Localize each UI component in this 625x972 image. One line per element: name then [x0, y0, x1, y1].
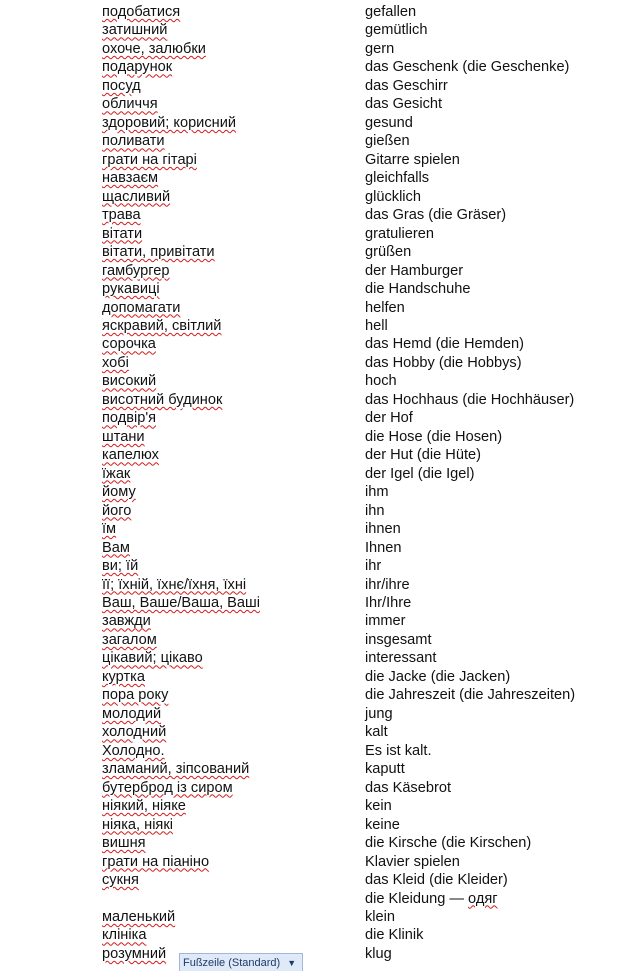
ukrainian-word: хобі — [102, 354, 129, 371]
ukrainian-word: грати на гітарі — [102, 151, 197, 168]
ukrainian-word: подарунок — [102, 59, 173, 76]
vocab-row — [0, 58, 625, 76]
german-word: der Hof — [365, 410, 413, 427]
vocab-row — [0, 539, 625, 557]
vocab-row — [0, 280, 625, 298]
vocab-row — [0, 188, 625, 206]
vocab-row — [0, 908, 625, 926]
ukrainian-word: розумний — [102, 945, 167, 962]
german-word: die Jahreszeit (die Jahreszeiten) — [365, 687, 576, 704]
german-word: die Hose (die Hosen) — [365, 428, 503, 445]
vocab-row — [0, 3, 625, 21]
german-word: gießen — [365, 133, 410, 150]
german-word: das Hobby (die Hobbys) — [365, 354, 522, 371]
german-word: die Klinik — [365, 927, 424, 944]
german-word: insgesamt — [365, 631, 432, 648]
vocab-row — [0, 151, 625, 169]
german-word: die Jacke (die Jacken) — [365, 668, 511, 685]
ukrainian-word: сорочка — [102, 336, 156, 353]
vocab-row — [0, 465, 625, 483]
vocab-row — [0, 557, 625, 575]
ukrainian-word: бутерброд із сиром — [102, 779, 233, 796]
ukrainian-word: обличчя — [102, 96, 158, 113]
ukrainian-word: їм — [102, 521, 117, 538]
vocab-row — [0, 21, 625, 39]
german-word: keine — [365, 816, 400, 833]
vocab-row — [0, 926, 625, 944]
ukrainian-word: грати на піаніно — [102, 853, 210, 870]
vocab-row — [0, 372, 625, 390]
german-word: helfen — [365, 299, 405, 316]
vocab-row — [0, 631, 625, 649]
vocab-row — [0, 95, 625, 113]
german-word: das Kleid (die Kleider) — [365, 872, 508, 889]
german-word: gemütlich — [365, 22, 428, 39]
dropdown-arrow-icon[interactable]: ▼ — [287, 958, 297, 968]
german-word: interessant — [365, 650, 437, 667]
vocab-row — [0, 576, 625, 594]
german-word: grüßen — [365, 244, 412, 261]
vocab-row — [0, 723, 625, 741]
ukrainian-word: вишня — [102, 835, 146, 852]
ukrainian-word: клініка — [102, 927, 147, 944]
german-word: glücklich — [365, 188, 421, 205]
ukrainian-word: вітати, привітати — [102, 244, 215, 261]
vocab-row — [0, 299, 625, 317]
vocab-row — [0, 890, 625, 908]
vocab-row — [0, 520, 625, 538]
german-word: immer — [365, 613, 406, 630]
ukrainian-word: маленький — [102, 908, 176, 925]
german-word: kalt — [365, 724, 388, 741]
german-word: gern — [365, 40, 395, 57]
vocab-row — [0, 114, 625, 132]
ukrainian-word: яскравий, світлий — [102, 317, 222, 334]
vocab-row — [0, 816, 625, 834]
ukrainian-word: цікавий; цікаво — [102, 650, 203, 667]
vocab-row — [0, 40, 625, 58]
german-word: die Kirsche (die Kirschen) — [365, 835, 532, 852]
vocab-row — [0, 871, 625, 889]
vocab-row — [0, 354, 625, 372]
german-word: gleichfalls — [365, 170, 430, 187]
vocab-row — [0, 760, 625, 778]
german-word: Gitarre spielen — [365, 151, 460, 168]
vocab-row — [0, 834, 625, 852]
vocab-row — [0, 742, 625, 760]
ukrainian-word: високий — [102, 373, 157, 390]
german-word: das Gras (die Gräser) — [365, 207, 507, 224]
german-word: das Hemd (die Hemden) — [365, 336, 524, 353]
ukrainian-word: сукня — [102, 872, 139, 889]
ukrainian-word: ви; їй — [102, 558, 139, 575]
ukrainian-word: подвір'я — [102, 410, 157, 427]
vocab-row — [0, 77, 625, 95]
ukrainian-word: пора року — [102, 687, 169, 704]
german-word: ihnen — [365, 521, 401, 538]
vocab-row — [0, 225, 625, 243]
german-word: hell — [365, 317, 388, 334]
german-word: kein — [365, 798, 392, 815]
ukrainian-word: Ваш, Ваше/Ваша, Ваші — [102, 595, 260, 611]
ukrainian-word: охоче, залюбки — [102, 40, 206, 57]
german-word — [365, 890, 498, 908]
vocab-row — [0, 668, 625, 686]
german-word: klug — [365, 945, 392, 962]
german-word-note: одяг — [468, 890, 498, 907]
german-word: klein — [365, 908, 396, 925]
vocab-row — [0, 428, 625, 446]
german-word: Klavier spielen — [365, 853, 460, 870]
german-word: Ihr/Ihre — [365, 595, 412, 611]
ukrainian-word: завжди — [102, 613, 151, 630]
ukrainian-word: рукавиці — [102, 281, 160, 298]
vocab-row — [0, 262, 625, 280]
german-word: ihn — [365, 502, 385, 519]
german-word: der Hut (die Hüte) — [365, 447, 481, 464]
german-word: ihm — [365, 484, 389, 501]
vocab-row — [0, 206, 625, 224]
ukrainian-word: її; їхній, їхнє/їхня, їхні — [102, 576, 247, 593]
ukrainian-word: щасливий — [102, 188, 171, 205]
ukrainian-word: молодий — [102, 705, 162, 722]
vocab-row — [0, 483, 625, 501]
vocab-row — [0, 779, 625, 797]
ukrainian-word: ніяка, ніякі — [102, 816, 173, 833]
german-word: der Hamburger — [365, 262, 464, 279]
german-word: der Igel (die Igel) — [365, 465, 475, 482]
vocab-row — [0, 502, 625, 520]
german-word: das Käsebrot — [365, 779, 451, 796]
vocab-row — [0, 409, 625, 427]
vocab-row — [0, 317, 625, 335]
german-word: gefallen — [365, 4, 417, 20]
ukrainian-word: Вам — [102, 539, 130, 556]
ukrainian-word: Холодно. — [102, 742, 165, 759]
ukrainian-word: трава — [102, 207, 141, 224]
ukrainian-word: його — [102, 502, 132, 519]
ukrainian-word: загалом — [102, 631, 157, 648]
ukrainian-word: гамбургер — [102, 262, 170, 279]
vocab-row — [0, 853, 625, 871]
ukrainian-word: посуд — [102, 77, 141, 94]
german-word: kaputt — [365, 761, 405, 778]
german-word-text: die Kleidung — — [365, 890, 469, 907]
ukrainian-word: ніякий, ніяке — [102, 798, 186, 815]
vocabulary-table — [0, 3, 625, 963]
ukrainian-word: здоровий; корисний — [102, 114, 236, 131]
vocab-row — [0, 705, 625, 723]
vocab-row — [0, 686, 625, 704]
german-word: die Handschuhe — [365, 281, 471, 298]
german-word: das Hochhaus (die Hochhäuser) — [365, 391, 575, 408]
ukrainian-word: подобатися — [102, 4, 181, 20]
vocab-row — [0, 797, 625, 815]
german-word: Ihnen — [365, 539, 402, 556]
german-word: das Gesicht — [365, 96, 443, 113]
german-word: gratulieren — [365, 225, 434, 242]
ukrainian-word: вітати — [102, 225, 143, 242]
german-word: ihr/ihre — [365, 576, 410, 593]
vocab-row — [0, 391, 625, 409]
german-word: jung — [365, 705, 393, 722]
footer-style-label: Fußzeile (Standard) — [183, 957, 281, 969]
ukrainian-word: капелюх — [102, 447, 159, 464]
ukrainian-word: куртка — [102, 668, 145, 685]
vocab-row — [0, 594, 625, 612]
ukrainian-word: холодний — [102, 724, 167, 741]
vocab-row — [0, 243, 625, 261]
ukrainian-word: допомагати — [102, 299, 181, 316]
vocab-row — [0, 335, 625, 353]
german-word: das Geschenk (die Geschenke) — [365, 59, 570, 76]
ukrainian-word: поливати — [102, 133, 165, 150]
ukrainian-word: зламаний, зіпсований — [102, 761, 250, 778]
vocab-row — [0, 446, 625, 464]
german-word: gesund — [365, 114, 413, 131]
ukrainian-word: штани — [102, 428, 145, 445]
ukrainian-word: навзаєм — [102, 170, 159, 187]
footer-style-tag[interactable] — [179, 953, 303, 971]
german-word: hoch — [365, 373, 397, 390]
ukrainian-word: йому — [102, 484, 136, 501]
vocab-row — [0, 945, 625, 963]
vocab-row — [0, 612, 625, 630]
vocab-row — [0, 132, 625, 150]
german-word: ihr — [365, 558, 382, 575]
ukrainian-word: їжак — [102, 465, 131, 482]
vocab-row — [0, 169, 625, 187]
ukrainian-word: висотний будинок — [102, 391, 223, 408]
german-word: das Geschirr — [365, 77, 448, 94]
vocab-row — [0, 649, 625, 667]
ukrainian-word: затишний — [102, 22, 168, 39]
german-word: Es ist kalt. — [365, 742, 432, 759]
